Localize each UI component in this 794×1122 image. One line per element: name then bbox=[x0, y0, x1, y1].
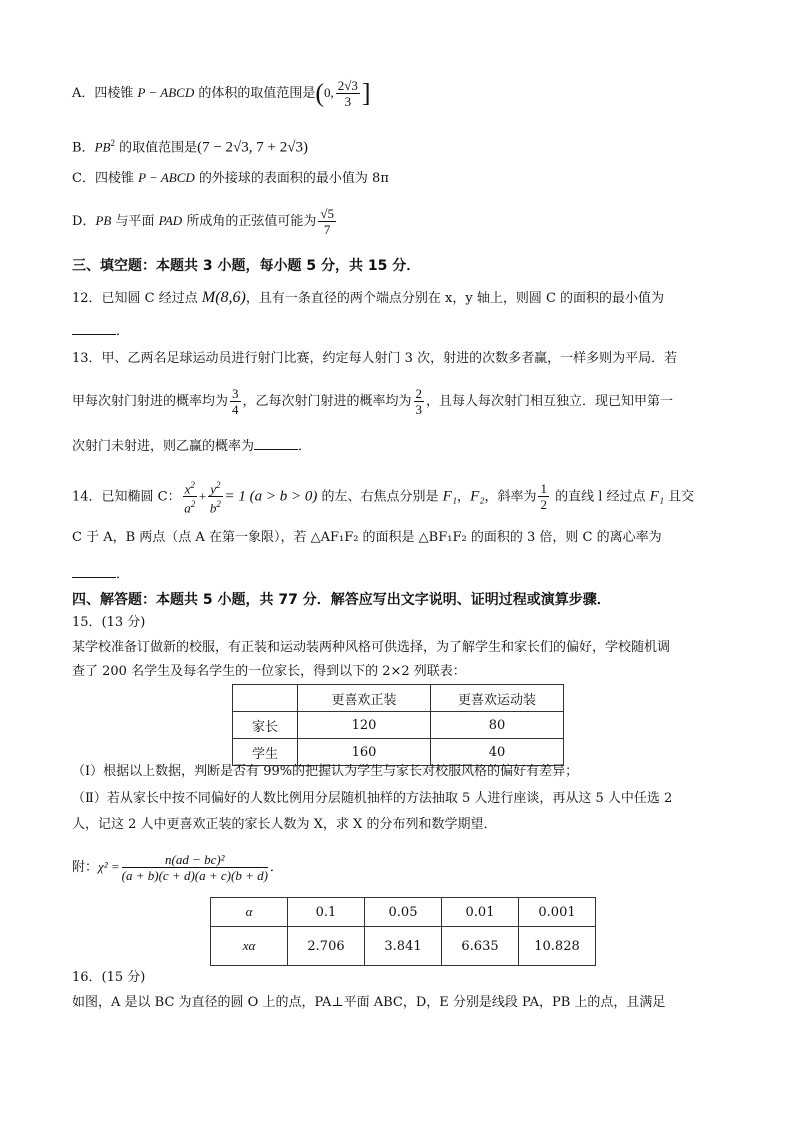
q16-heading: 16．(15 分) bbox=[72, 970, 146, 985]
q13-text-b: ，乙每次射门射进的概率均为 bbox=[242, 394, 412, 409]
option-b-sup: 2 bbox=[110, 138, 115, 148]
option-a-text: A．四棱锥 bbox=[72, 86, 138, 101]
q13-p2-den: 3 bbox=[415, 402, 423, 417]
option-d-post: 所成角的正弦值可能为 bbox=[182, 214, 317, 229]
chi-symbol: χ² = bbox=[98, 859, 120, 874]
q16-line1: 如图，A 是以 BC 为直径的圆 O 上的点，PA⊥平面 ABC，D，E 分别是线段 PA，PB 上的点，且满足 bbox=[72, 995, 666, 1010]
option-a-lower: 0, bbox=[324, 85, 334, 100]
q14-text-b: 的左、右焦点分别是 bbox=[317, 489, 443, 505]
table-cell: 160 bbox=[298, 739, 431, 766]
table-cell: 6.635 bbox=[442, 927, 519, 966]
q14-line1: 14．已知椭圆 C： $\frac{x^2}{a^2}$ + $\frac{y^2}{b^2}$ = 1 (a > b > 0) 的左、右焦点分别是 F₁，F₂，斜率为 $\frac{1}{2}$ 的直线 l 经过点 F₁ 且交 bbox=[72, 480, 695, 516]
q14-text-e: 且交 bbox=[664, 489, 695, 505]
q13-p1-den: 4 bbox=[232, 402, 239, 417]
option-b-post: 的取值范围是 bbox=[114, 140, 198, 156]
table-cell: 120 bbox=[298, 712, 431, 739]
q14-condition: = 1 (a > b > 0) bbox=[224, 488, 318, 505]
option-b bbox=[72, 133, 308, 158]
table-cell: 家长 bbox=[233, 712, 298, 739]
q13-p1-num: 3 bbox=[232, 386, 239, 401]
answer-blank[interactable] bbox=[254, 437, 298, 450]
option-b-label: B． bbox=[72, 140, 95, 156]
q13-text-a: 甲每次射门射进的概率均为 bbox=[72, 394, 229, 409]
critical-value-table bbox=[210, 897, 596, 966]
option-c bbox=[72, 168, 389, 189]
q14-slope-num: 1 bbox=[540, 481, 547, 497]
q15-heading: 15．(13 分) bbox=[72, 615, 146, 630]
appendix-label: 附： bbox=[72, 860, 99, 875]
q12-line1 bbox=[72, 288, 664, 309]
q14-f2: F₂ bbox=[470, 488, 485, 505]
table-cell: 学生 bbox=[233, 739, 298, 766]
contingency-table bbox=[232, 684, 564, 766]
q12-line2 bbox=[72, 322, 129, 342]
q13-line3 bbox=[72, 437, 311, 457]
option-a-den: 3 bbox=[344, 94, 352, 109]
q14-line2: C 于 A，B 两点（点 A 在第一象限），若 △AF₁F₂ 的面积是 △BF₁F₂ 的面积的 3 倍，则 C 的离心率为 bbox=[72, 530, 662, 545]
chi-square-formula bbox=[72, 852, 283, 883]
option-d-num: √5 bbox=[320, 206, 334, 221]
option-c-post: 的外接球的表面积的最小值为 8π bbox=[194, 171, 389, 186]
option-a: A．四棱锥 P − ABCD 的体积的取值范围是(0, $\frac{2√3}{3}$ ] bbox=[72, 78, 371, 109]
q14-f1-again: F₁ bbox=[649, 488, 665, 505]
q12-end: ． bbox=[116, 324, 130, 339]
chi-denominator: (a + b)(c + d)(a + c)(b + d) bbox=[121, 868, 268, 883]
q13-text-c: ，且每人每次射门相互独立．现已知甲第一 bbox=[426, 394, 674, 409]
chi-numerator: n(ad − bc)² bbox=[122, 852, 268, 868]
option-d-plane: PAD bbox=[158, 213, 183, 228]
q13-line1: 13．甲、乙两名足球运动员进行射门比赛，约定每人射门 3 次，射进的次数多者赢，一样多则为平局．若 bbox=[72, 351, 678, 366]
table-cell: 80 bbox=[431, 712, 564, 739]
q14-text-a: 14．已知椭圆 C： bbox=[72, 489, 181, 505]
table-cell: 0.01 bbox=[442, 898, 519, 927]
answer-blank[interactable] bbox=[72, 565, 116, 578]
q12-text-b: ，且有一条直径的两个端点分别在 x，y 轴上，则圆 C 的面积的最小值为 bbox=[245, 291, 665, 306]
q13-line2 bbox=[72, 386, 673, 417]
option-a-post: 的体积的取值范围是 bbox=[194, 86, 316, 101]
q14-text-d: 的直线 l 经过点 bbox=[550, 489, 650, 505]
q14-slope-den: 2 bbox=[540, 497, 547, 513]
section-4-heading: 四、解答题：本题共 5 小题，共 77 分．解答应写出文字说明、证明过程或演算步骤． bbox=[72, 592, 611, 608]
table-cell: 0.1 bbox=[288, 898, 365, 927]
option-c-label: C．四棱锥 bbox=[72, 171, 139, 186]
option-d bbox=[72, 206, 338, 237]
option-d-expr: PB bbox=[95, 213, 112, 228]
option-d-label: D． bbox=[72, 214, 96, 229]
table-cell: 40 bbox=[431, 739, 564, 766]
table-row bbox=[233, 712, 564, 739]
table-header: α bbox=[211, 898, 288, 927]
table-header: 更喜欢正装 bbox=[298, 685, 431, 712]
q12-text-a: 12．已知圆 C 经过点 bbox=[72, 291, 202, 306]
q12-point: M(8,6) bbox=[201, 289, 246, 306]
q13-end: ． bbox=[298, 439, 312, 454]
q13-text-3: 次射门未射进，则乙赢的概率为 bbox=[72, 439, 255, 454]
table-cell: 0.001 bbox=[519, 898, 596, 927]
answer-blank[interactable] bbox=[72, 322, 116, 335]
option-d-mid: 与平面 bbox=[111, 214, 159, 229]
option-b-expr: PB bbox=[94, 139, 111, 155]
q15-line1: 某学校准备订做新的校服，有正装和运动装两种风格可供选择，为了解学生和家长们的偏好，学校随机调 bbox=[72, 640, 671, 655]
table-row bbox=[211, 927, 596, 966]
q14-f1: F₁ bbox=[442, 488, 458, 505]
table-cell: 0.05 bbox=[365, 898, 442, 927]
table-header: 更喜欢运动装 bbox=[431, 685, 564, 712]
table-cell: 10.828 bbox=[519, 927, 596, 966]
q15-part2-line1: （Ⅱ）若从家长中按不同偏好的人数比例用分层随机抽样的方法抽取 5 人进行座谈，再从这 5 人中任选 2 bbox=[72, 791, 673, 806]
q14-end: ． bbox=[116, 567, 130, 582]
option-c-expr: P − ABCD bbox=[138, 170, 195, 185]
option-a-expr: P − ABCD bbox=[137, 85, 195, 100]
q15-line2: 查了 200 名学生及每名学生的一位家长，得到以下的 2×2 列联表： bbox=[72, 664, 466, 679]
q15-part1: （Ⅰ）根据以上数据，判断是否有 99%的把握认为学生与家长对校服风格的偏好有差异； bbox=[72, 764, 579, 779]
q14-sep: ， bbox=[457, 489, 471, 505]
option-b-range: (7 − 2√3, 7 + 2√3) bbox=[197, 139, 308, 156]
table-header: xα bbox=[211, 927, 288, 966]
chi-dot: ． bbox=[269, 860, 283, 875]
table-cell: 2.706 bbox=[288, 927, 365, 966]
q15-part2-line2: 人，记这 2 人中更喜欢正装的家长人数为 X，求 X 的分布列和数学期望． bbox=[72, 817, 497, 832]
table-cell: 3.841 bbox=[365, 927, 442, 966]
option-a-num: 2√3 bbox=[337, 78, 358, 93]
table-header bbox=[233, 685, 298, 712]
section-3-heading: 三、填空题：本题共 3 小题，每小题 5 分，共 15 分． bbox=[72, 258, 421, 274]
table-row bbox=[233, 685, 564, 712]
option-d-den: 7 bbox=[323, 222, 331, 237]
q14-text-c: ，斜率为 bbox=[484, 489, 537, 505]
table-row bbox=[211, 898, 596, 927]
q14-line3 bbox=[72, 565, 129, 585]
q13-p2-num: 2 bbox=[415, 386, 423, 401]
